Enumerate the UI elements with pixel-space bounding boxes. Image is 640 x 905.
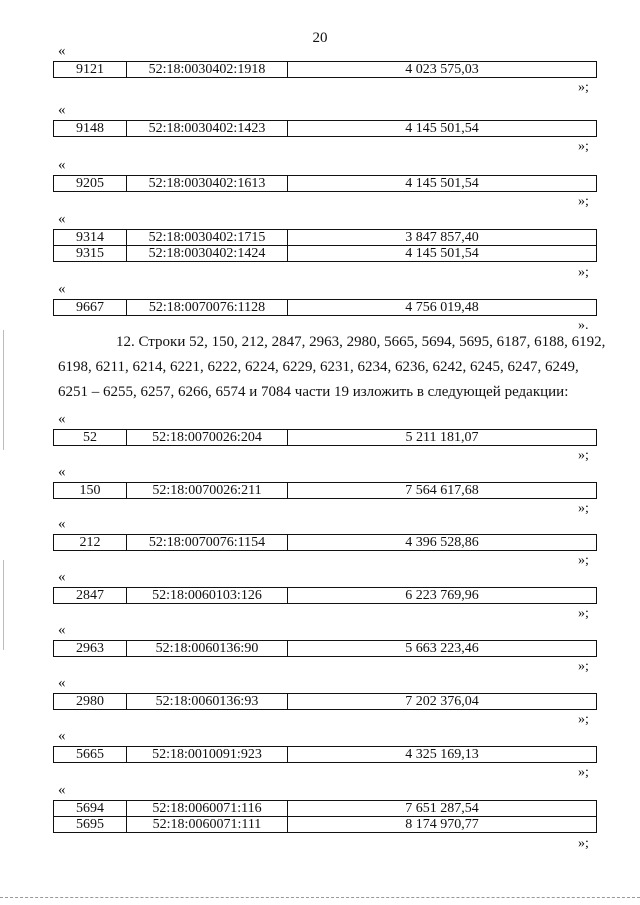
opening-quote-mark: « <box>58 516 66 532</box>
table-row <box>54 483 597 499</box>
amount-cell: 3 847 857,40 <box>288 230 597 246</box>
row-number-cell: 9205 <box>54 176 127 192</box>
table-row <box>54 430 597 446</box>
table-row <box>54 817 597 833</box>
amount-cell: 4 756 019,48 <box>288 300 597 316</box>
cadastral-number-cell: 52:18:0060103:126 <box>127 588 288 604</box>
cadastral-number-cell: 52:18:0060136:90 <box>127 641 288 657</box>
cadastral-number-cell: 52:18:0070026:211 <box>127 483 288 499</box>
page-bottom-edge <box>0 897 640 899</box>
scan-margin-mark <box>3 330 4 450</box>
cadastral-table <box>53 587 597 604</box>
closing-quote-mark: »; <box>578 765 589 780</box>
amount-cell: 4 145 501,54 <box>288 176 597 192</box>
amount-cell: 5 211 181,07 <box>288 430 597 446</box>
cadastral-table <box>53 120 597 137</box>
row-number-cell: 2980 <box>54 694 127 710</box>
closing-quote-mark: »; <box>578 139 589 154</box>
amount-cell: 4 023 575,03 <box>288 62 597 78</box>
table-row <box>54 300 597 316</box>
table-row <box>54 801 597 817</box>
amount-cell: 6 223 769,96 <box>288 588 597 604</box>
closing-quote-mark: »; <box>578 194 589 209</box>
opening-quote-mark: « <box>58 782 66 798</box>
table-row <box>54 747 597 763</box>
row-number-cell: 2847 <box>54 588 127 604</box>
opening-quote-mark: « <box>58 211 66 227</box>
closing-quote-mark: »; <box>578 501 589 516</box>
cadastral-table <box>53 429 597 446</box>
amount-cell: 7 202 376,04 <box>288 694 597 710</box>
cadastral-table <box>53 693 597 710</box>
row-number-cell: 9314 <box>54 230 127 246</box>
amendment-paragraph <box>58 330 606 405</box>
table-row <box>54 641 597 657</box>
opening-quote-mark: « <box>58 464 66 480</box>
closing-quote-mark: »; <box>578 659 589 674</box>
row-number-cell: 212 <box>54 535 127 551</box>
closing-quote-mark: »; <box>578 448 589 463</box>
table-row <box>54 176 597 192</box>
paragraph-line: 6198, 6211, 6214, 6221, 6222, 6224, 6229, 6231, 6234, 6236, 6242, 6245, 6247, 6249, <box>58 359 579 375</box>
table-row <box>54 62 597 78</box>
row-number-cell: 5694 <box>54 801 127 817</box>
closing-quote-mark: »; <box>578 80 589 95</box>
opening-quote-mark: « <box>58 675 66 691</box>
amount-cell: 5 663 223,46 <box>288 641 597 657</box>
cadastral-number-cell: 52:18:0060071:111 <box>127 817 288 833</box>
cadastral-number-cell: 52:18:0030402:1715 <box>127 230 288 246</box>
row-number-cell: 150 <box>54 483 127 499</box>
cadastral-number-cell: 52:18:0030402:1918 <box>127 62 288 78</box>
opening-quote-mark: « <box>58 281 66 297</box>
closing-quote-mark: ». <box>578 318 589 333</box>
closing-quote-mark: »; <box>578 606 589 621</box>
cadastral-table <box>53 640 597 657</box>
row-number-cell: 9148 <box>54 121 127 137</box>
cadastral-table <box>53 534 597 551</box>
opening-quote-mark: « <box>58 43 66 59</box>
cadastral-table <box>53 746 597 763</box>
cadastral-number-cell: 52:18:0070026:204 <box>127 430 288 446</box>
cadastral-table <box>53 175 597 192</box>
cadastral-number-cell: 52:18:0060136:93 <box>127 694 288 710</box>
opening-quote-mark: « <box>58 157 66 173</box>
cadastral-table <box>53 482 597 499</box>
table-row <box>54 230 597 246</box>
paragraph-line: 12. Строки 52, 150, 212, 2847, 2963, 2980, 5665, 5694, 5695, 6187, 6188, 6192, <box>116 334 606 350</box>
amount-cell: 7 564 617,68 <box>288 483 597 499</box>
cadastral-table <box>53 229 597 262</box>
cadastral-table <box>53 61 597 78</box>
cadastral-number-cell: 52:18:0030402:1424 <box>127 246 288 262</box>
row-number-cell: 9121 <box>54 62 127 78</box>
amount-cell: 4 325 169,13 <box>288 747 597 763</box>
cadastral-number-cell: 52:18:0010091:923 <box>127 747 288 763</box>
closing-quote-mark: »; <box>578 712 589 727</box>
opening-quote-mark: « <box>58 622 66 638</box>
table-row <box>54 121 597 137</box>
cadastral-table <box>53 299 597 316</box>
row-number-cell: 5695 <box>54 817 127 833</box>
amount-cell: 8 174 970,77 <box>288 817 597 833</box>
paragraph-line: 6251 – 6255, 6257, 6266, 6574 и 7084 части 19 изложить в следующей редакции: <box>58 384 569 400</box>
amount-cell: 7 651 287,54 <box>288 801 597 817</box>
opening-quote-mark: « <box>58 569 66 585</box>
table-row <box>54 694 597 710</box>
page-number: 20 <box>312 30 328 46</box>
table-row <box>54 246 597 262</box>
cadastral-number-cell: 52:18:0070076:1154 <box>127 535 288 551</box>
cadastral-number-cell: 52:18:0070076:1128 <box>127 300 288 316</box>
row-number-cell: 5665 <box>54 747 127 763</box>
cadastral-number-cell: 52:18:0030402:1423 <box>127 121 288 137</box>
closing-quote-mark: »; <box>578 836 589 851</box>
opening-quote-mark: « <box>58 728 66 744</box>
table-row <box>54 535 597 551</box>
row-number-cell: 9315 <box>54 246 127 262</box>
closing-quote-mark: »; <box>578 265 589 280</box>
row-number-cell: 9667 <box>54 300 127 316</box>
scan-margin-mark <box>3 560 4 650</box>
opening-quote-mark: « <box>58 102 66 118</box>
opening-quote-mark: « <box>58 411 66 427</box>
amount-cell: 4 396 528,86 <box>288 535 597 551</box>
cadastral-number-cell: 52:18:0030402:1613 <box>127 176 288 192</box>
closing-quote-mark: »; <box>578 553 589 568</box>
row-number-cell: 2963 <box>54 641 127 657</box>
cadastral-number-cell: 52:18:0060071:116 <box>127 801 288 817</box>
amount-cell: 4 145 501,54 <box>288 246 597 262</box>
cadastral-table <box>53 800 597 833</box>
table-row <box>54 588 597 604</box>
row-number-cell: 52 <box>54 430 127 446</box>
amount-cell: 4 145 501,54 <box>288 121 597 137</box>
